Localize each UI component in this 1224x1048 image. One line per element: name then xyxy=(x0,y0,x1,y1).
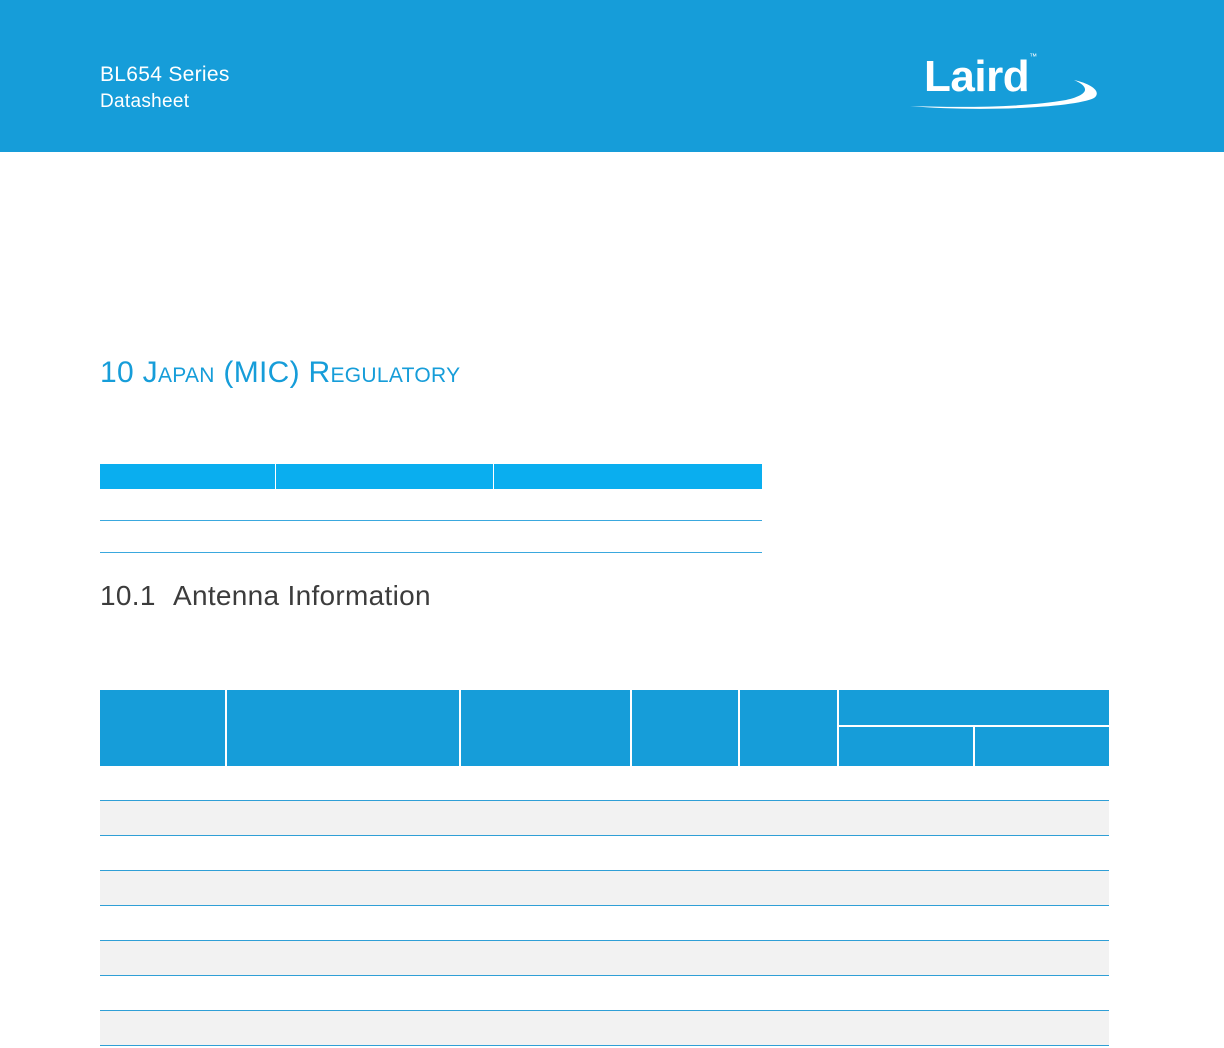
subsection-heading xyxy=(100,580,431,612)
regulatory-header-cell xyxy=(275,464,493,489)
page-header xyxy=(0,0,1224,152)
section-heading xyxy=(100,356,460,390)
table-row xyxy=(100,836,1109,871)
subsection-number: 10.1 xyxy=(100,580,156,611)
laird-logo xyxy=(906,52,1102,116)
section-title: Japan (MIC) Regulatory xyxy=(142,356,461,389)
table-row xyxy=(100,941,1109,976)
regulatory-table-header xyxy=(100,464,762,489)
section-number: 10 xyxy=(100,356,134,389)
document-type: Datasheet xyxy=(100,91,190,112)
table-row xyxy=(100,976,1109,1011)
header-divider xyxy=(738,690,740,766)
antenna-table-header xyxy=(100,690,1109,766)
regulatory-table xyxy=(100,464,762,553)
table-row xyxy=(100,906,1109,941)
table-row xyxy=(100,766,1109,801)
document-series: BL654 Series xyxy=(100,63,230,86)
header-subdivider xyxy=(973,727,975,766)
header-divider xyxy=(459,690,461,766)
header-divider xyxy=(837,690,839,766)
regulatory-header-cell xyxy=(100,464,275,489)
header-divider xyxy=(630,690,632,766)
table-row xyxy=(100,1011,1109,1046)
logo-wordmark: Laird™ xyxy=(924,52,1037,101)
regulatory-header-cell xyxy=(493,464,762,489)
header-divider xyxy=(225,690,227,766)
table-row xyxy=(100,489,762,521)
table-row xyxy=(100,871,1109,906)
subsection-title: Antenna Information xyxy=(173,580,431,611)
table-row xyxy=(100,521,762,553)
table-row xyxy=(100,801,1109,836)
antenna-table xyxy=(100,690,1109,1046)
